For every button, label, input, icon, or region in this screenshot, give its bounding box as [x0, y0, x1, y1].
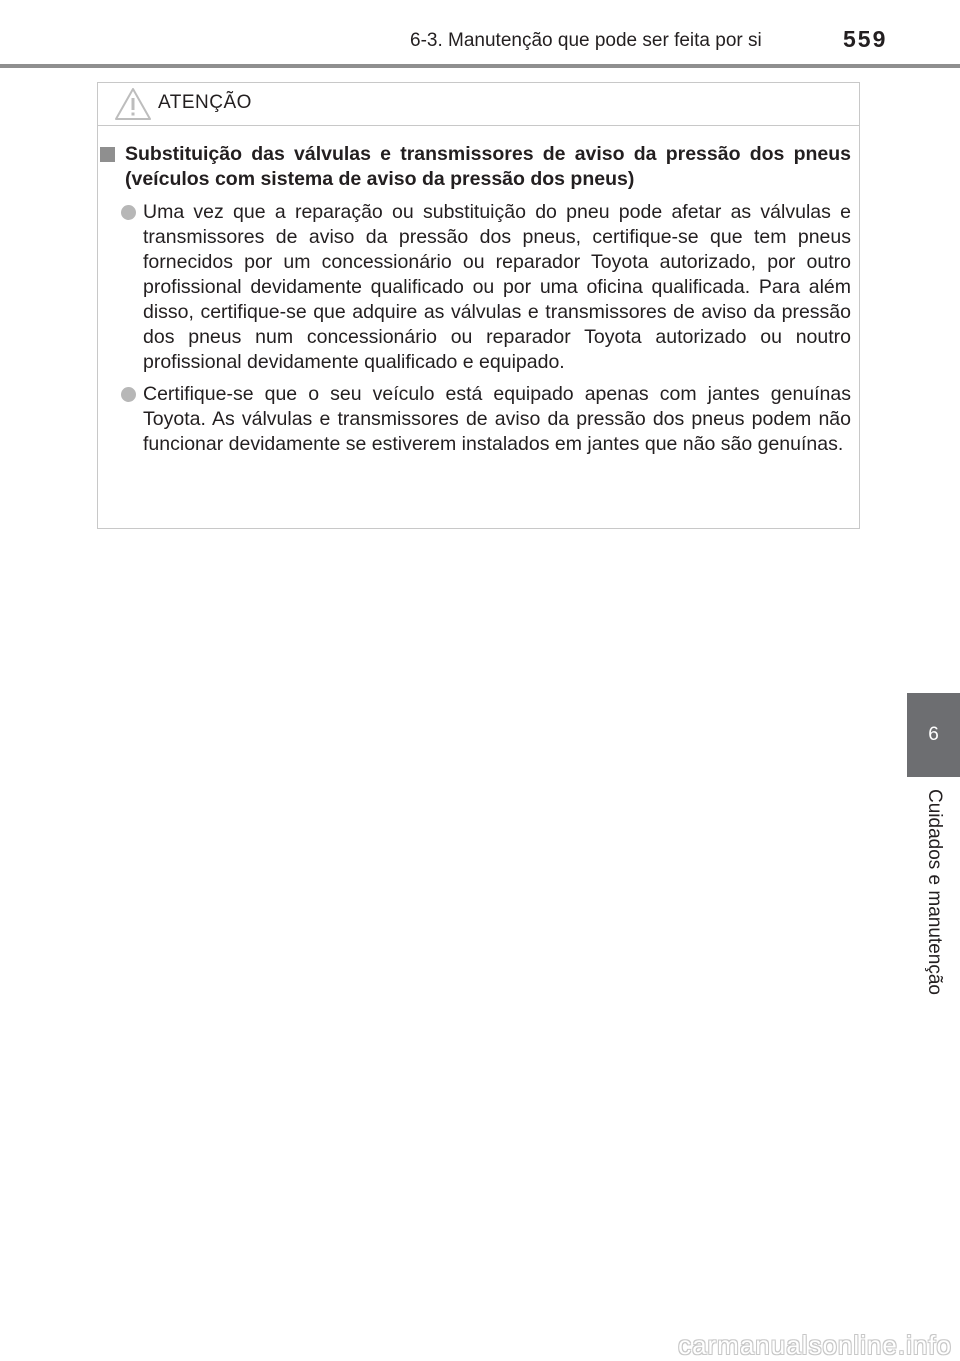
caution-header [98, 83, 859, 126]
caution-box [97, 82, 860, 529]
caution-heading [125, 142, 851, 192]
list-item-text: Uma vez que a reparação ou substituição do pneu pode afetar as válvulas e transmissores de aviso da pressão dos pneus, certifique-se que tem pneus fornecidos por um concessionário ou reparador Toyota autorizado, por outro profissional devidamente qualificado ou por uma oficina qualificada. Para além disso, certifique-se que adquire as válvulas e transmissores de aviso da pressão dos pneus num concessionário ou reparador Toyota autorizado ou noutro profissional devidamente qualificado e equipado. [143, 201, 851, 373]
warning-triangle-icon [114, 87, 152, 121]
section-title: 6-3. Manutenção que pode ser feita por si [410, 30, 762, 51]
caution-title: ATENÇÃO [158, 92, 252, 113]
list-item [143, 200, 851, 375]
circle-bullet-icon [121, 387, 136, 402]
page-number: 559 [843, 26, 888, 52]
list-item [143, 382, 851, 457]
chapter-tab [907, 693, 960, 777]
circle-bullet-icon [121, 205, 136, 220]
caution-heading-text: Substituição das válvulas e transmissores de aviso da pressão dos pneus (veículos com sistema de aviso da pressão dos pneus) [125, 143, 851, 190]
chapter-number: 6 [928, 724, 939, 745]
watermark: carmanualsonline.info [678, 1330, 952, 1360]
header-divider [0, 64, 960, 68]
list-item-text: Certifique-se que o seu veículo está equipado apenas com jantes genuínas Toyota. As válvulas e transmissores de aviso da pressão dos pneus podem não funcionar devidamente se estiverem instalados em jantes que não são genuínas. [143, 383, 851, 455]
square-bullet-icon [100, 147, 115, 162]
caution-body [98, 142, 859, 457]
chapter-title: Cuidados e manutenção [924, 789, 945, 995]
